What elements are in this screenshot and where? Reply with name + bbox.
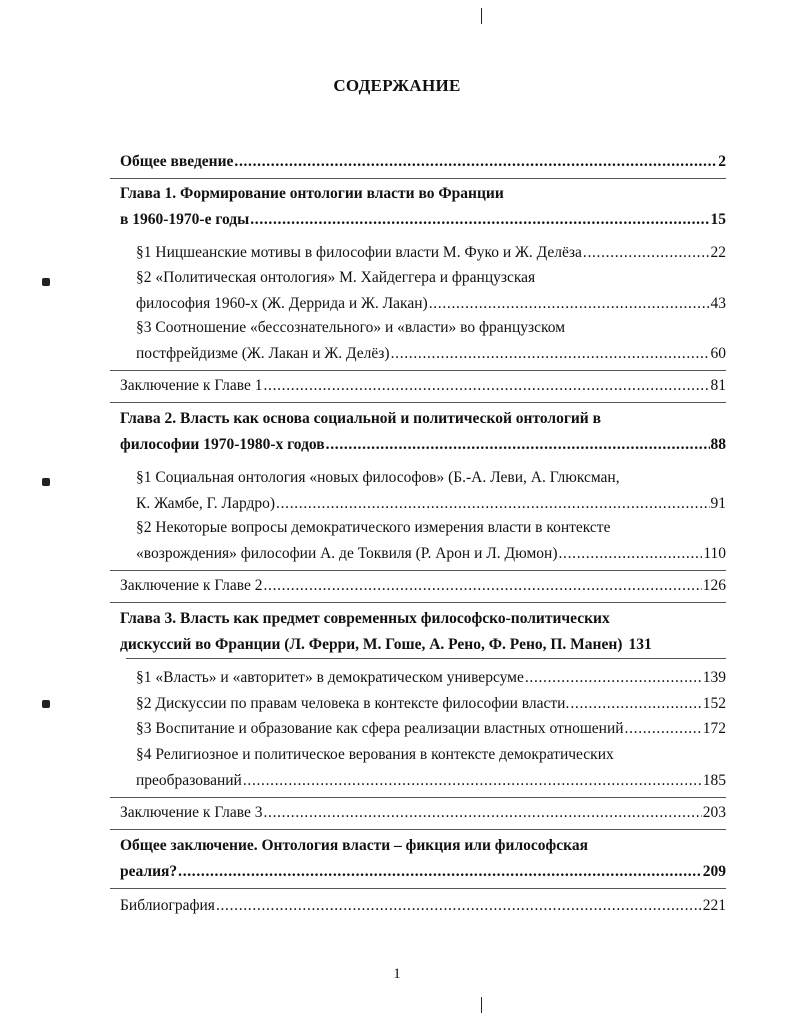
- toc-entry-title: §1 Социальная онтология «новых философов» (Б.-А. Леви, А. Глюксман,: [136, 469, 620, 486]
- leader-dots: [216, 893, 702, 919]
- leader-dots: [178, 859, 702, 885]
- toc-entry-section-3-2[interactable]: [136, 691, 726, 717]
- leader-dots: [570, 691, 701, 717]
- leader-dots: [276, 491, 709, 517]
- separator-line: [110, 797, 726, 798]
- toc-page-number: 126: [702, 577, 726, 594]
- toc-entry-chapter-2[interactable]: [120, 406, 726, 458]
- toc-entry-title: Общее заключение. Онтология власти – фикция или философская: [120, 837, 588, 854]
- separator-line: [110, 888, 726, 889]
- toc-entry-section-3-3[interactable]: [136, 716, 726, 742]
- toc-entry-title: Заключение к Главе 3: [120, 804, 263, 821]
- separator-line: [110, 370, 726, 371]
- leader-dots: [326, 432, 710, 458]
- toc-page-number: 60: [710, 345, 726, 362]
- separator-line: [110, 402, 726, 403]
- toc-entry-title-cont: преобразований: [136, 772, 242, 789]
- toc-page-number: 88: [710, 436, 726, 453]
- toc-page-number: 203: [702, 804, 726, 821]
- toc-entry-title: Заключение к Главе 1: [120, 377, 263, 394]
- toc-page-number: 81: [710, 377, 726, 394]
- toc-entry-section-3-1[interactable]: [136, 665, 726, 691]
- toc-entry-title: §2 «Политическая онтология» М. Хайдеггера и французская: [136, 269, 536, 286]
- toc-entry-title: Общее введение: [120, 153, 234, 170]
- toc-entry-title: §1 Ницшеанские мотивы в философии власти М. Фуко и Ж. Делёза: [136, 244, 582, 261]
- toc-page-number: 172: [702, 720, 726, 737]
- separator-line: [110, 178, 726, 179]
- toc-entry-title-cont: дискуссий во Франции (Л. Ферри, М. Гоше, А. Рено, Ф. Рено, П. Манен): [120, 636, 623, 653]
- toc-page-number: 131: [628, 636, 652, 653]
- toc-entry-section-2-2[interactable]: [136, 515, 726, 567]
- scan-speck: [42, 478, 50, 486]
- leader-dots: [391, 341, 710, 367]
- leader-dots: [263, 573, 701, 599]
- scan-mark: [481, 8, 482, 24]
- toc-entry-title-cont: реалия?: [120, 863, 178, 880]
- toc-entry-title: §1 «Власть» и «авторитет» в демократическом универсуме: [136, 669, 524, 686]
- toc-entry-title: Библиография: [120, 897, 215, 914]
- toc-entry-section-2-1[interactable]: [136, 465, 726, 517]
- leader-dots: [559, 541, 703, 567]
- toc-entry-title: Заключение к Главе 2: [120, 577, 263, 594]
- page-number: 1: [393, 966, 401, 982]
- leader-dots: [625, 716, 702, 742]
- toc-entry-title-cont: философии 1970-1980-х годов: [120, 436, 325, 453]
- toc-entry-conclusion-3[interactable]: [120, 800, 726, 826]
- toc-entry-section-1-1[interactable]: [136, 240, 726, 266]
- leader-dots: [250, 207, 709, 233]
- toc-entry-title: Глава 3. Власть как предмет современных философско-политических: [120, 610, 610, 627]
- leader-dots: [429, 291, 710, 317]
- toc-entry-conclusion-2[interactable]: [120, 573, 726, 599]
- leader-dots: [234, 149, 717, 175]
- toc-entry-title: §2 Некоторые вопросы демократического измерения власти в контексте: [136, 519, 611, 536]
- toc-page-number: 22: [710, 244, 726, 261]
- toc-page-number: 209: [702, 863, 726, 880]
- toc-entry-title: Глава 2. Власть как основа социальной и политической онтологий в: [120, 410, 601, 427]
- toc-entry-conclusion-1[interactable]: [120, 373, 726, 399]
- toc-page-number: 91: [710, 495, 726, 512]
- toc-page-number: 185: [702, 772, 726, 789]
- leader-dots: [263, 373, 709, 399]
- toc-entry-title: §4 Религиозное и политическое верования в контексте демократических: [136, 746, 614, 763]
- toc-entry-bibliography[interactable]: [120, 893, 726, 919]
- toc-entry-title: §2 Дискуссии по правам человека в контексте философии власти.: [136, 695, 570, 712]
- leader-dots: [525, 665, 702, 691]
- toc-entry-title: §3 Воспитание и образование как сфера реализации властных отношений: [136, 720, 624, 737]
- toc-page-number: 43: [710, 295, 726, 312]
- toc-entry-general-conclusion[interactable]: [120, 833, 726, 885]
- scan-speck: [42, 700, 50, 708]
- separator-line: [126, 658, 726, 659]
- toc-entry-title-cont: К. Жамбе, Г. Лардро): [136, 495, 276, 512]
- toc-entry-title-cont: в 1960-1970-е годы: [120, 211, 250, 228]
- toc-entry-title-cont: философия 1960-х (Ж. Деррида и Ж. Лакан): [136, 295, 428, 312]
- toc-entry-chapter-3[interactable]: [120, 606, 726, 658]
- toc-entry-introduction[interactable]: [120, 149, 726, 175]
- leader-dots: [583, 240, 710, 266]
- page-title: СОДЕРЖАНИЕ: [333, 76, 461, 95]
- toc-page-number: 15: [710, 211, 726, 228]
- toc-entry-section-1-2[interactable]: [136, 265, 726, 317]
- leader-dots: [263, 800, 701, 826]
- toc-entry-title: §3 Соотношение «бессознательного» и «власти» во французском: [136, 319, 566, 336]
- scan-mark: [481, 997, 482, 1013]
- toc-page-number: 152: [702, 695, 726, 712]
- toc-entry-chapter-1[interactable]: [120, 181, 726, 233]
- separator-line: [110, 570, 726, 571]
- separator-line: [110, 829, 726, 830]
- toc-entry-section-3-4[interactable]: [136, 742, 726, 794]
- toc-page-number: 221: [702, 897, 726, 914]
- toc-entry-section-1-3[interactable]: [136, 315, 726, 367]
- separator-line: [110, 602, 726, 603]
- toc-entry-title-cont: «возрождения» философии А. де Токвиля (Р. Арон и Л. Дюмон): [136, 545, 558, 562]
- toc-entry-title: Глава 1. Формирование онтологии власти во Франции: [120, 185, 504, 202]
- toc-entry-title-cont: постфрейдизме (Ж. Лакан и Ж. Делёз): [136, 345, 390, 362]
- toc-page-number: 139: [702, 669, 726, 686]
- toc-page-number: 110: [703, 545, 726, 562]
- toc-page-number: 2: [718, 153, 726, 170]
- leader-dots: [243, 768, 702, 794]
- scan-speck: [42, 278, 50, 286]
